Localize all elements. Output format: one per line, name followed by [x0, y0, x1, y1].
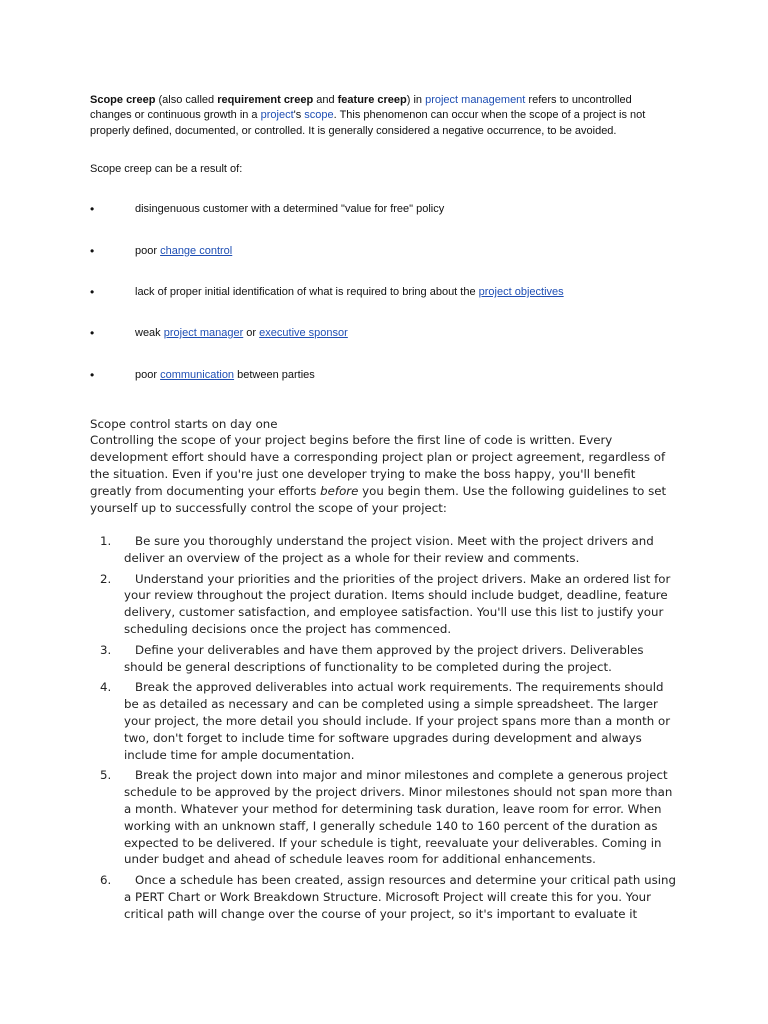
item-text: Understand your priorities and the priorities of the project drivers. Make an ordered list for your review throughout the project duration. Items should include budget, deadline, feature delivery, customer satisfaction, and employee satisfaction. You'll use this list to justify your scheduling decisions once the project has commenced.	[124, 571, 671, 636]
item-number: 2.	[100, 571, 112, 586]
item-text: Break the project down into major and minor milestones and complete a generous project schedule to be approved by the project drivers. Minor milestones should not span more than a month. Whatever your method for determining task duration, leave room for error. When working with an unknown staff, I generally schedule 140 to 160 percent of the duration as expected to be delivered. If your schedule is tight, reevaluate your deliverables. Coming in under budget and ahead of schedule leaves room for additional enhancements.	[124, 768, 673, 867]
guideline-item	[90, 767, 680, 868]
bullet-item	[90, 367, 690, 383]
term-feature-creep: feature creep	[337, 94, 407, 106]
bullet-text-part: weak	[135, 327, 164, 339]
bullet-text-part: lack of proper initial identification of what is required to bring about the	[135, 286, 479, 298]
bullet-item	[90, 243, 690, 259]
bullet-text-part: poor	[135, 245, 161, 257]
item-text: Be sure you thoroughly understand the project vision. Meet with the project drivers and deliver an overview of the project as a whole for their review and comments.	[124, 534, 654, 565]
intro-text: (also called	[155, 94, 218, 106]
link-scope[interactable]: scope	[304, 109, 334, 122]
item-number: 4.	[100, 680, 112, 695]
term-scope-creep: Scope creep	[90, 94, 156, 106]
bullet-text-part: poor	[135, 369, 161, 381]
intro-text: . This phenomenon can occur when the scope of a project is not properly defined, documented, or controlled. It is generally considered a negative occurrence, to be avoided.	[90, 109, 646, 137]
intro-text: ) in	[406, 94, 426, 106]
link-change-control[interactable]: change control	[160, 245, 233, 257]
bullet-item	[90, 325, 690, 341]
intro-text: refers to uncontrolled changes or continuous growth in a	[90, 94, 632, 122]
intro-text: 's	[293, 109, 305, 122]
guideline-item	[90, 571, 680, 638]
item-number: 3.	[100, 642, 112, 657]
result-of-label: Scope creep can be a result of:	[90, 163, 243, 175]
paragraph-text: you begin them. Use the following guidelines to set yourself up to successfully control the scope of your project:	[90, 484, 667, 515]
guideline-item	[90, 872, 680, 922]
paragraph-text: Controlling the scope of your project begins before the first line of code is written. Every development effort should have a corresponding project plan or project agreement, regardless of the situation. Even if you're just one developer trying to make the boss happy, you'll benefit greatly from documenting your efforts	[90, 433, 666, 498]
paragraph-emphasis: before	[320, 484, 359, 498]
item-number: 1.	[100, 534, 112, 548]
link-communication[interactable]: communication	[160, 369, 235, 381]
section-heading: Scope control starts on day one	[90, 417, 278, 431]
link-project-manager[interactable]: project manager	[163, 327, 244, 339]
guideline-item	[90, 533, 680, 567]
bullet-text	[135, 284, 564, 300]
link-project[interactable]: project	[260, 109, 294, 122]
item-number: 6.	[100, 873, 112, 888]
bullet-item	[90, 284, 690, 300]
section-paragraph	[90, 432, 680, 517]
item-number: 5.	[100, 768, 112, 783]
bullet-icon: •	[90, 202, 95, 216]
link-executive-sponsor[interactable]: executive sponsor	[259, 327, 348, 339]
item-text: Define your deliverables and have them approved by the project drivers. Deliverables should be general descriptions of functionality to be completed during the project.	[124, 642, 644, 674]
bullet-icon: •	[90, 285, 95, 299]
bullet-text-part: disingenuous customer with a determined "value for free" policy	[135, 203, 445, 215]
bullet-text	[135, 325, 348, 341]
bullet-icon: •	[90, 326, 95, 340]
guideline-item	[90, 642, 680, 676]
bullet-item	[90, 201, 690, 217]
link-project-objectives[interactable]: project objectives	[478, 286, 564, 298]
bullet-icon: •	[90, 368, 95, 382]
bullet-text	[135, 201, 444, 217]
intro-text: and	[313, 94, 338, 106]
bullet-text	[135, 367, 315, 383]
bullet-icon: •	[90, 244, 95, 258]
item-text: Once a schedule has been created, assign resources and determine your critical path using a PERT Chart or Work Breakdown Structure. Microsoft Project will create this for you. Your critical path will change over the course of your project, so it's important to evaluate it	[124, 873, 676, 921]
bullet-text-part: between parties	[234, 369, 315, 381]
intro-paragraph	[90, 93, 670, 139]
bullet-text	[135, 243, 232, 259]
term-requirement-creep: requirement creep	[217, 94, 314, 106]
guideline-item	[90, 679, 680, 763]
bullet-text-part: or	[243, 327, 260, 339]
link-project-management[interactable]: project management	[425, 94, 526, 106]
item-text: Break the approved deliverables into actual work requirements. The requirements should be as detailed as necessary and can be completed using a simple spreadsheet. The larger your project, the more detail you should include. If your project spans more than a month or two, don't forget to include time for software upgrades during development and always include time for ample documentation.	[124, 680, 671, 762]
guidelines-list	[90, 533, 680, 927]
